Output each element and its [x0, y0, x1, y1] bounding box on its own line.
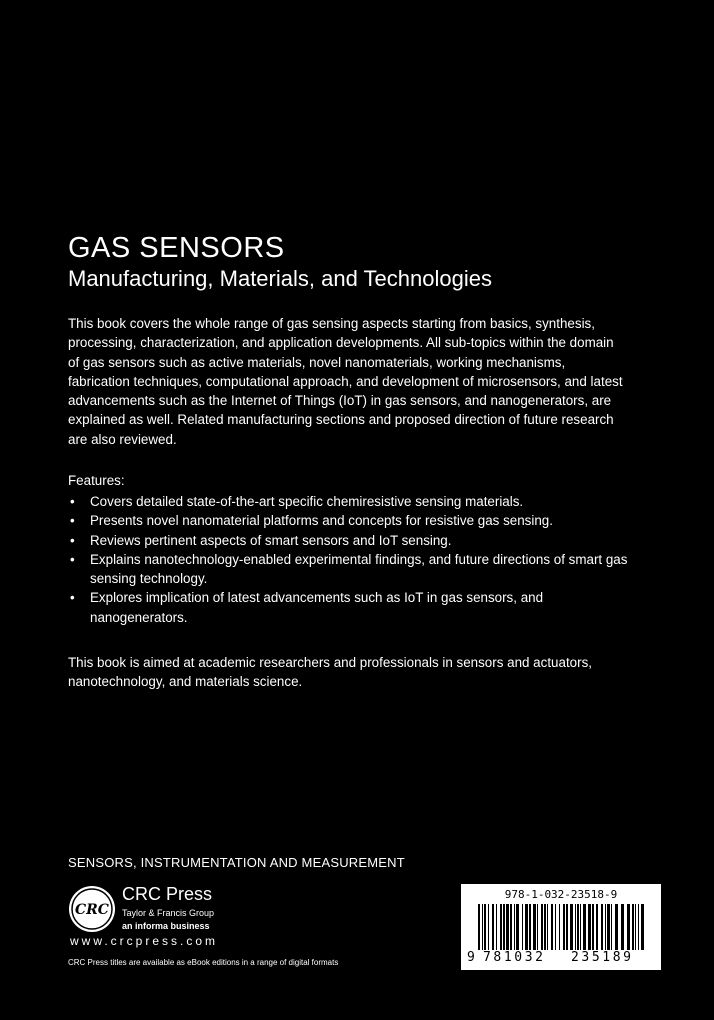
barcode-icon — [478, 904, 644, 950]
feature-item: • Covers detailed state-of-the-art specific chemiresistive sensing materials. — [68, 492, 628, 511]
audience-statement: This book is aimed at academic researchers and professionals in sensors and actuators, nanotechnology, and materials science. — [68, 655, 592, 690]
barcode-right-digits: 235189 — [571, 950, 634, 965]
feature-item: • Explains nanotechnology-enabled experimental findings, and future directions of smart gas sensing technology. — [68, 550, 628, 589]
features-list — [68, 492, 628, 627]
publisher-name: CRC Press — [122, 884, 213, 904]
barcode-left-digits: 781032 — [483, 950, 546, 965]
publisher-url[interactable]: www.crcpress.com — [70, 934, 219, 948]
barcode-first-digit: 9 — [467, 950, 475, 965]
features-heading: Features: — [68, 473, 125, 488]
ebook-note: CRC Press titles are available as eBook editions in a range of digital formats — [68, 958, 339, 967]
isbn-barcode — [461, 884, 661, 970]
isbn-text: 978-1-032-23518-9 — [504, 888, 618, 901]
book-title: GAS SENSORS — [68, 232, 285, 264]
book-description: This book covers the whole range of gas sensing aspects starting from basics, synthesis, processing, characterization, and application developments. All sub-topics within the domain of gas sensors such as active materials, novel nanomaterials, working mechanisms, fabrication techniques, computational approach, and development of microsensors, and latest advancements such as the Internet of Things (IoT) in gas sensors, and nanogenerators, are explained as well. Related manufacturing sections and proposed direction of future research are also reviewed. — [68, 316, 623, 447]
feature-item: • Explores implication of latest advancements such as IoT in gas sensors, and nanogenerators. — [68, 588, 628, 627]
publisher-group: Taylor & Francis Group — [122, 908, 215, 918]
logo-text: CRC — [75, 902, 109, 918]
publisher-business: an informa business — [122, 921, 210, 931]
feature-item: • Reviews pertinent aspects of smart sensors and IoT sensing. — [68, 531, 628, 550]
book-subtitle: Manufacturing, Materials, and Technologies — [68, 266, 492, 291]
series-name: SENSORS, INSTRUMENTATION AND MEASUREMENT — [68, 855, 405, 870]
crc-logo-icon — [68, 885, 116, 933]
feature-item: • Presents novel nanomaterial platforms and concepts for resistive gas sensing. — [68, 511, 628, 530]
